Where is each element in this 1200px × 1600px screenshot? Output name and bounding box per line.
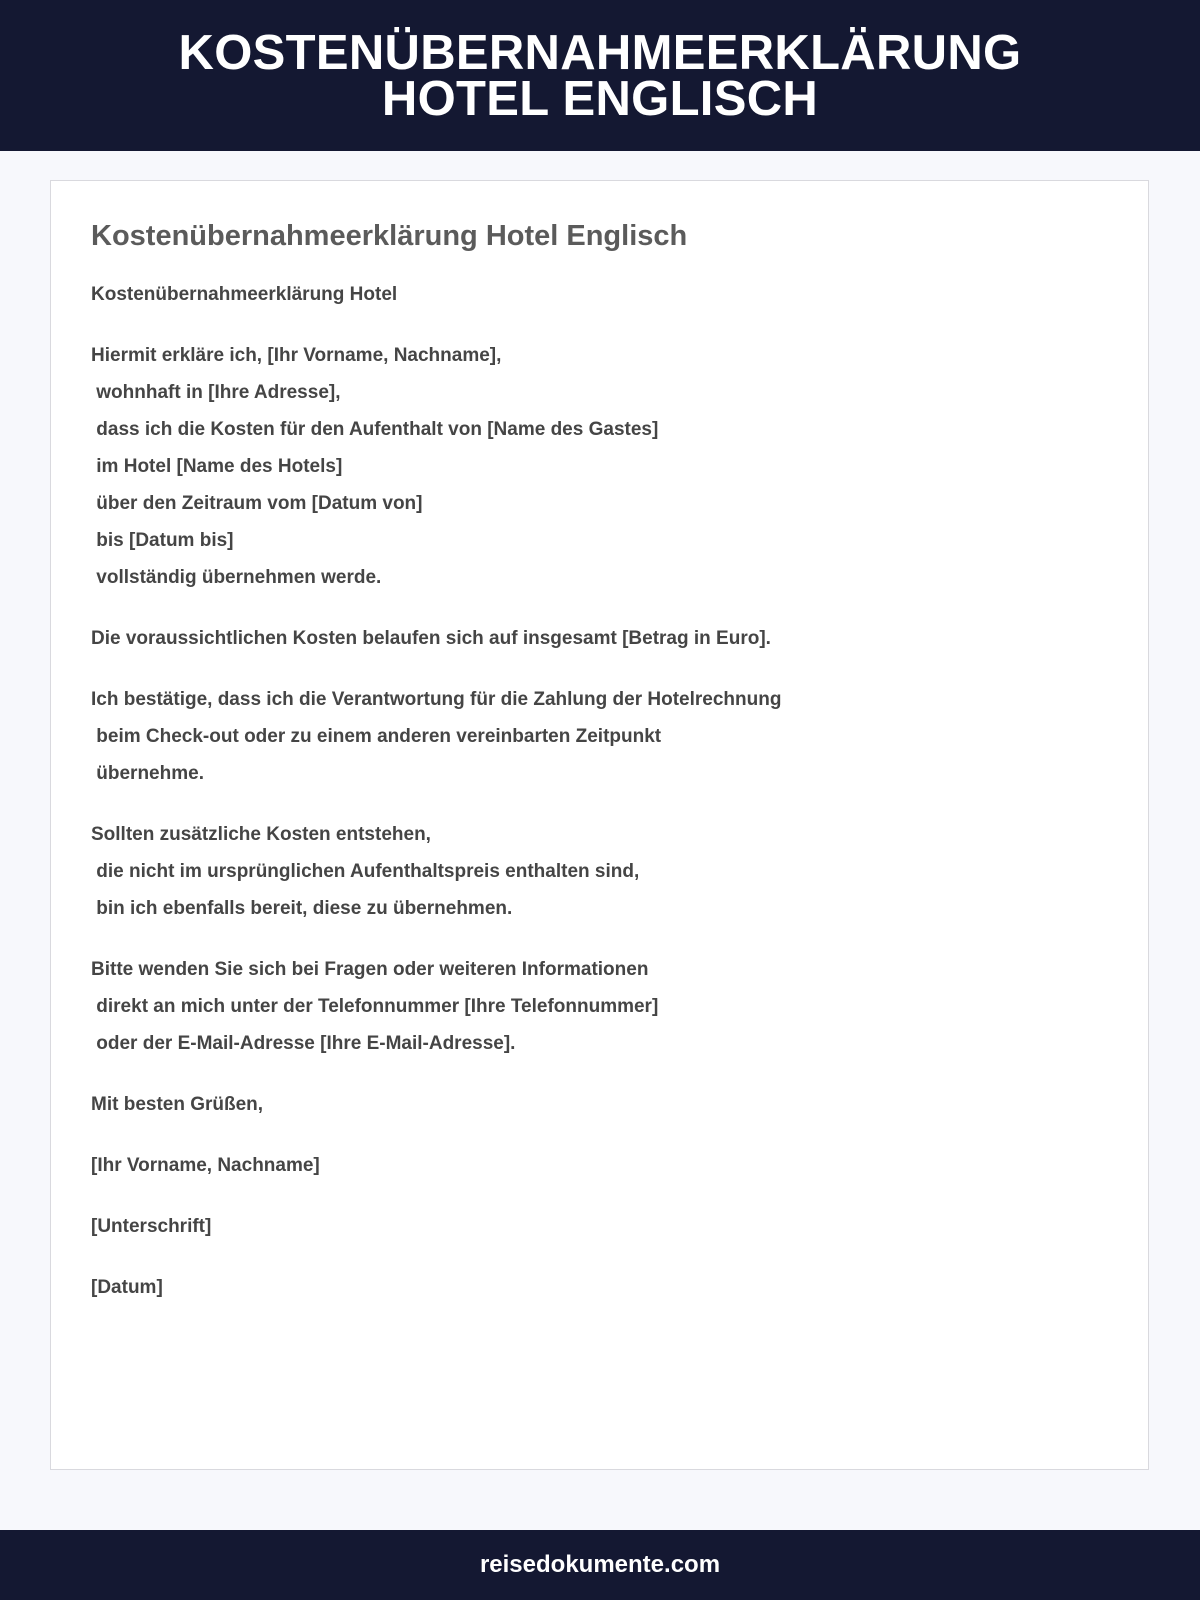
paragraph-heading — [91, 276, 1091, 313]
paragraph-greeting — [91, 1086, 1091, 1123]
text-line: wohnhaft in [Ihre Adresse], — [91, 382, 341, 403]
text-line: Kostenübernahmeerklärung Hotel — [91, 284, 398, 305]
header-title-line-2: HOTEL ENGLISCH — [381, 71, 819, 126]
text-line: Hiermit erkläre ich, [Ihr Vorname, Nachname], — [91, 345, 502, 366]
text-line: bis [Datum bis] — [91, 530, 234, 551]
text-line: beim Check-out oder zu einem anderen vereinbarten Zeitpunkt — [91, 726, 662, 747]
text-line: dass ich die Kosten für den Aufenthalt von [Name des Gastes] — [91, 419, 659, 440]
paragraph-additional-costs — [91, 816, 1091, 927]
text-line: [Unterschrift] — [91, 1216, 212, 1237]
text-line: bin ich ebenfalls bereit, diese zu übernehmen. — [91, 898, 513, 919]
text-line: über den Zeitraum vom [Datum von] — [91, 493, 423, 514]
page-footer — [0, 1530, 1200, 1600]
paragraph-contact — [91, 951, 1091, 1062]
header-title-line-1: KOSTENÜBERNAHMEERKLÄRUNG — [178, 25, 1022, 80]
text-line: übernehme. — [91, 763, 204, 784]
paragraph-signature — [91, 1208, 1091, 1245]
text-line: Die voraussichtlichen Kosten belaufen sich auf insgesamt [Betrag in Euro]. — [91, 628, 771, 649]
document-card — [50, 180, 1149, 1470]
text-line: die nicht im ursprünglichen Aufenthaltspreis enthalten sind, — [91, 861, 640, 882]
text-line: direkt an mich unter der Telefonnummer [Ihre Telefonnummer] — [91, 996, 659, 1017]
document-title: Kostenübernahmeerklärung Hotel Englisch — [91, 220, 688, 252]
text-line: Sollten zusätzliche Kosten entstehen, — [91, 824, 431, 845]
page-header — [0, 0, 1200, 151]
paragraph-declaration — [91, 337, 1091, 596]
text-line: im Hotel [Name des Hotels] — [91, 456, 343, 477]
paragraph-confirmation — [91, 681, 1091, 792]
text-line: Mit besten Grüßen, — [91, 1094, 264, 1115]
paragraph-costs — [91, 620, 1091, 657]
text-line: oder der E-Mail-Adresse [Ihre E-Mail-Adresse]. — [91, 1033, 516, 1054]
text-line: [Ihr Vorname, Nachname] — [91, 1155, 320, 1176]
text-line: [Datum] — [91, 1277, 163, 1298]
paragraph-name — [91, 1147, 1091, 1184]
text-line: Ich bestätige, dass ich die Verantwortung für die Zahlung der Hotelrechnung — [91, 689, 782, 710]
text-line: vollständig übernehmen werde. — [91, 567, 382, 588]
document-body — [91, 276, 1091, 1330]
text-line: Bitte wenden Sie sich bei Fragen oder weiteren Informationen — [91, 959, 649, 980]
paragraph-date — [91, 1269, 1091, 1306]
footer-site-link[interactable]: reisedokumente.com — [479, 1551, 721, 1578]
